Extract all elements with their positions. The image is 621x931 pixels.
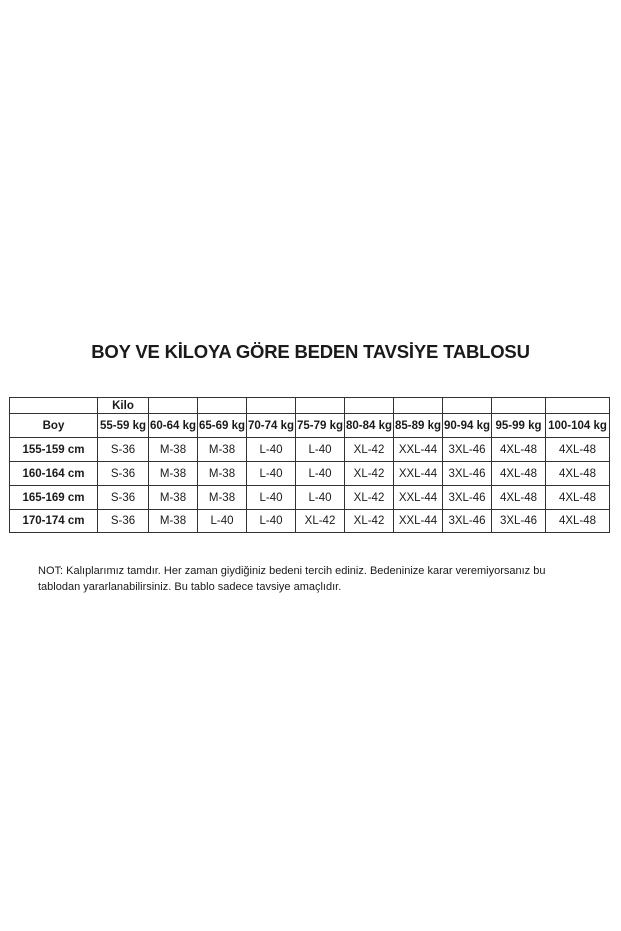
table-row bbox=[10, 510, 610, 533]
size-cell: S-36 bbox=[98, 486, 149, 510]
size-cell: S-36 bbox=[98, 462, 149, 486]
size-cell: L-40 bbox=[296, 438, 345, 462]
empty-cell bbox=[345, 398, 394, 414]
empty-cell bbox=[394, 398, 443, 414]
size-cell: 4XL-48 bbox=[492, 486, 546, 510]
size-cell: XXL-44 bbox=[394, 462, 443, 486]
size-cell: L-40 bbox=[198, 510, 247, 533]
weight-header: 85-89 kg bbox=[394, 414, 443, 438]
table-row bbox=[10, 438, 610, 462]
weight-header: 55-59 kg bbox=[98, 414, 149, 438]
size-cell: 4XL-48 bbox=[546, 510, 610, 533]
empty-cell bbox=[296, 398, 345, 414]
table-row bbox=[10, 462, 610, 486]
height-range-cell: 160-164 cm bbox=[10, 462, 98, 486]
size-cell: 4XL-48 bbox=[492, 462, 546, 486]
size-cell: M-38 bbox=[198, 438, 247, 462]
size-cell: M-38 bbox=[198, 486, 247, 510]
size-cell: XL-42 bbox=[345, 438, 394, 462]
size-cell: XL-42 bbox=[296, 510, 345, 533]
size-cell: 4XL-48 bbox=[492, 438, 546, 462]
size-cell: 3XL-46 bbox=[443, 438, 492, 462]
weight-header: 95-99 kg bbox=[492, 414, 546, 438]
empty-cell bbox=[198, 398, 247, 414]
size-cell: XL-42 bbox=[345, 486, 394, 510]
size-cell: S-36 bbox=[98, 438, 149, 462]
table-row bbox=[10, 486, 610, 510]
size-cell: XXL-44 bbox=[394, 438, 443, 462]
size-cell: XL-42 bbox=[345, 510, 394, 533]
size-table bbox=[9, 397, 610, 533]
height-range-cell: 170-174 cm bbox=[10, 510, 98, 533]
weight-header: 75-79 kg bbox=[296, 414, 345, 438]
size-cell: M-38 bbox=[149, 510, 198, 533]
size-cell: L-40 bbox=[296, 462, 345, 486]
size-cell: 3XL-46 bbox=[443, 486, 492, 510]
size-cell: 3XL-46 bbox=[443, 462, 492, 486]
empty-cell bbox=[546, 398, 610, 414]
page-title: BOY VE KİLOYA GÖRE BEDEN TAVSİYE TABLOSU bbox=[91, 341, 530, 362]
boy-header-label: Boy bbox=[10, 414, 98, 438]
footnote bbox=[38, 563, 545, 595]
size-cell: XXL-44 bbox=[394, 486, 443, 510]
footnote-line: tablodan yararlanabilirsiniz. Bu tablo sadece tavsiye amaçlıdır. bbox=[38, 581, 342, 593]
size-cell: L-40 bbox=[247, 510, 296, 533]
empty-cell bbox=[443, 398, 492, 414]
kilo-header-label: Kilo bbox=[98, 398, 149, 414]
size-cell: 3XL-46 bbox=[443, 510, 492, 533]
size-cell: XL-42 bbox=[345, 462, 394, 486]
size-cell: 4XL-48 bbox=[546, 462, 610, 486]
size-cell: L-40 bbox=[247, 438, 296, 462]
size-cell: M-38 bbox=[149, 462, 198, 486]
size-cell: XXL-44 bbox=[394, 510, 443, 533]
footnote-line: NOT: Kalıplarımız tamdır. Her zaman giydiğiniz bedeni tercih ediniz. Bedeninize karar veremiyorsanız bu bbox=[38, 565, 546, 577]
size-cell: 4XL-48 bbox=[546, 486, 610, 510]
weight-header: 65-69 kg bbox=[198, 414, 247, 438]
height-range-cell: 165-169 cm bbox=[10, 486, 98, 510]
table-row-kilo bbox=[10, 398, 610, 414]
weight-header: 100-104 kg bbox=[546, 414, 610, 438]
empty-cell bbox=[247, 398, 296, 414]
size-cell: 3XL-46 bbox=[492, 510, 546, 533]
size-cell: M-38 bbox=[149, 438, 198, 462]
corner-cell bbox=[10, 398, 98, 414]
size-cell: L-40 bbox=[296, 486, 345, 510]
size-cell: 4XL-48 bbox=[546, 438, 610, 462]
weight-header: 90-94 kg bbox=[443, 414, 492, 438]
height-range-cell: 155-159 cm bbox=[10, 438, 98, 462]
weight-header: 80-84 kg bbox=[345, 414, 394, 438]
size-cell: S-36 bbox=[98, 510, 149, 533]
size-cell: M-38 bbox=[198, 462, 247, 486]
weight-header: 60-64 kg bbox=[149, 414, 198, 438]
weight-header: 70-74 kg bbox=[247, 414, 296, 438]
empty-cell bbox=[492, 398, 546, 414]
size-cell: M-38 bbox=[149, 486, 198, 510]
table-row-headers bbox=[10, 414, 610, 438]
size-cell: L-40 bbox=[247, 462, 296, 486]
size-cell: L-40 bbox=[247, 486, 296, 510]
empty-cell bbox=[149, 398, 198, 414]
